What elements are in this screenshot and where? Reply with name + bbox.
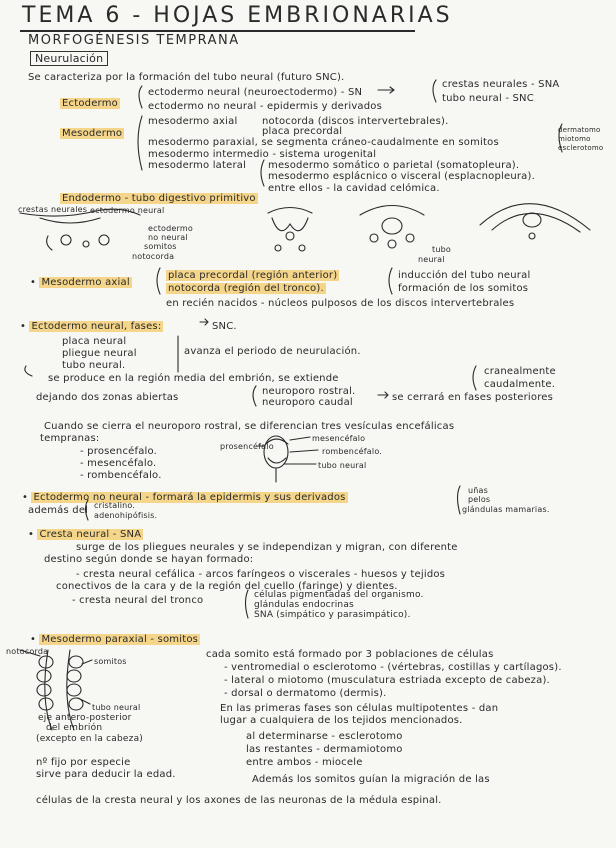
brace-cristalino — [86, 500, 89, 520]
brace-axial — [157, 268, 160, 294]
region-media-line: se produce en la región media del embrión, se extiende — [48, 373, 339, 384]
cresta-line-3: - cresta neural cefálica - arcos faríngeos o viscerales - huesos y tejidos — [76, 569, 446, 580]
arrow-neuroporo — [378, 392, 388, 398]
paraxial-line-1: cada somito está formado por 3 poblaciones de células — [206, 649, 494, 660]
cristalino-item: cristalino. — [94, 501, 136, 510]
prosencefalo-item: - prosencéfalo. — [80, 446, 158, 457]
paraxial-line-6: lugar a cualquiera de los tejidos mencionados. — [220, 715, 463, 726]
tubo-snc-line: tubo neural - SNC — [442, 93, 534, 104]
neural-plate-sketch — [20, 209, 140, 216]
zonas-abiertas-line: dejando dos zonas abiertas — [36, 392, 179, 403]
brace-crestas — [433, 80, 436, 102]
celom-line: entre ellos - la cavidad celómica. — [268, 183, 440, 194]
final-line-1: Además los somitos guían la migración de las — [252, 774, 490, 785]
avanza-line: avanza el periodo de neurulación. — [184, 346, 361, 357]
paraxial-line-2: - ventromedial o esclerotomo - (vértebras, costillas y cartílagos). — [224, 662, 562, 673]
cresta-line-8: SNA (simpático y parasimpático). — [254, 610, 411, 620]
paraxial-line-4: - dorsal o dermatomo (dermis). — [224, 688, 387, 699]
axial-right-2: formación de los somitos — [398, 283, 529, 294]
diagram-ectodermo-label: ectodermo — [148, 224, 193, 233]
meso-line-1: mesodermo axial — [148, 116, 238, 127]
notocorda-line: notocorda (discos intervertebrales). — [262, 116, 449, 127]
eje-line-2: del embrión — [46, 723, 103, 733]
pelos-item: pelos — [468, 495, 491, 504]
crestas-line: crestas neurales - SNA — [442, 79, 560, 90]
paraxial-line-8: las restantes - dermamiotomo — [246, 744, 403, 755]
cresta-line-7: glándulas endocrinas — [254, 600, 354, 610]
edad-line: sirve para deducir la edad. — [36, 769, 176, 780]
eje-line-1: eje antero-posterior — [38, 713, 132, 723]
diagram-tubo-neural-2: tubo neural — [92, 703, 141, 712]
notes-page: TEMA 6 - HOJAS EMBRIONARIAS MORFOGÉNESIS TEMPRANA Neurulación Se caracteriza por la formación del tubo neural (futuro SNC). Ectodermo ectodermo neural (neuroectodermo) - SN ectodermo no neural - epidermis y derivados crestas neurales - SNA tubo neural - SNC Mesodermo mesodermo axial notocorda (discos intervertebrales). placa precordal mesodermo paraxial, se segmenta cráneo-caudalmente en somitos dermatomo miotomo esclerotomo mesodermo intermedio - sistema urogenital mesodermo lateral mesodermo somático o parietal (somatopleura). mesodermo esplácnico o visceral (esplacnopleura). entre ellos - la cavidad celómica. Endodermo - tubo digestivo primitivo crestas neurales ectodermo neural ectodermo no neural somitos notocorda tubo neural • Mesodermo axial placa precordal (región anterior) notocorda (región del tronco). inducción del tubo neural formación de los somitos en recién nacidos - núcleos pulposos de los discos intervertebrales • Ectodermo neural, fases: SNC. placa neural pliegue neural tubo neural. avanza el periodo de neurulación. se produce en la región media del embrión, se extiende cranealmente caudalmente. dejando dos zonas abiertas neuroporo rostral. neuroporo caudal se cerrará en fases posteriores Cuando se cierra el neuroporo rostral, se diferencian tres vesículas encefálicas tempranas: - prosencéfalo. - mesencéfalo. - rombencéfalo. prosencéfalo mesencéfalo rombencéfalo. tubo neural • Ectodermo no neural - formará la epidermis y sus derivados uñas pelos glándulas mamarias. además del cristalino. adenohipófisis. • Cresta neural - SNA surge de los pliegues neurales y se independizan y migran, con diferente destino según donde se hayan formado: - cresta neural cefálica - arcos faríngeos o viscerales - huesos y tejidos conectivos de la cara y de la región del cuello (faringe) y dientes. - cresta neural del tronco células pigmentadas del organismo. glándulas endocrinas SNA (simpático y parasimpático). • Mesodermo paraxial - somitos notocorda somitos cada somito está formado por 3 poblaciones de células - ventromedial o esclerotomo - (vértebras, costillas y cartílagos). - lateral o miotomo (musculatura estriada excepto de cabeza). - dorsal o dermatomo (dermis). En las primeras fases son células multipotentes - dan lugar a cualquiera de los tejidos mencionados. al determinarse - esclerotomo las restantes - dermamiotomo entre ambos - miocele tubo neural eje antero-posterior del embrión (excepto en la cabeza) nº fijo por especie sirve para deducir la edad. Además los somitos guían la migración de las células de la cresta neural y los axones de las neuronas de la médula espinal. — [0, 0, 616, 848]
ecto-neural-heading: Ectodermo neural, fases: — [31, 321, 162, 332]
axial-heading: Mesodermo axial — [41, 277, 130, 288]
cresta-line-5: - cresta neural del tronco — [72, 595, 204, 606]
diagram-somitos-2: somitos — [94, 657, 127, 666]
brace-craneal — [473, 366, 476, 390]
boxed-heading: Neurulación — [30, 51, 108, 66]
meso-line-4: mesodermo lateral — [148, 160, 247, 171]
arrow-sn — [378, 87, 394, 93]
ectodermo-label: Ectodermo — [62, 98, 118, 109]
paraxial-line-7: al determinarse - esclerotomo — [246, 731, 403, 742]
intro-line: Se caracteriza por la formación del tubo neural (futuro SNC). — [28, 72, 345, 83]
diagram-crestas-label: crestas neurales — [18, 205, 88, 214]
brace-mesodermo — [138, 116, 142, 170]
diagram-neural-label: neural — [418, 255, 445, 264]
brace-tronco — [246, 590, 249, 618]
final-line-2: células de la cresta neural y los axones de las neuronas de la médula espinal. — [36, 795, 442, 806]
diagram-no-neural-label: no neural — [148, 233, 188, 242]
diagram-prosencefalo: prosencéfalo — [220, 442, 274, 451]
fase-placa: placa neural — [62, 336, 127, 347]
paraxial-heading: Mesodermo paraxial - somitos — [41, 634, 199, 645]
arrow-region — [25, 366, 32, 376]
miotomo-label: miotomo — [558, 135, 591, 143]
caudalmente-label: caudalmente. — [484, 379, 556, 390]
meso-line-2: mesodermo paraxial, se segmenta cráneo-caudalmente en somitos — [148, 137, 499, 148]
ecto-no-neural-heading: Ectodermo no neural - formará la epidermis y sus derivados — [33, 492, 346, 503]
endodermo-line: Endodermo - tubo digestivo primitivo — [62, 193, 256, 204]
esplacnico-line: mesodermo esplácnico o visceral (esplacnopleura). — [268, 171, 535, 182]
subtitle: MORFOGÉNESIS TEMPRANA — [28, 33, 240, 48]
paraxial-line-9: entre ambos - miocele — [246, 757, 363, 768]
brace-lateral — [261, 160, 264, 186]
ecto-line-1: ectodermo neural (neuroectodermo) - SN — [148, 87, 363, 98]
brace-unas — [458, 486, 461, 514]
mesencefalo-item: - mesencéfalo. — [80, 458, 157, 469]
diagram-notocorda-label: notocorda — [132, 252, 175, 261]
fase-tubo: tubo neural. — [62, 360, 126, 371]
diagram-ectodermo-neural-label: ectodermo neural — [90, 206, 165, 215]
cresta-line-2: destino según donde se hayan formado: — [44, 554, 254, 565]
neural-fold-sketch — [268, 208, 312, 214]
cresta-line-1: surge de los pliegues neurales y se independizan y migran, con diferente — [76, 542, 458, 553]
dermatomo-label: dermatomo — [558, 126, 601, 134]
brace-somitos — [559, 124, 562, 152]
axial-right-1: inducción del tubo neural — [398, 270, 531, 281]
vesiculas-line-1: Cuando se cierra el neuroporo rostral, se diferencian tres vesículas encefálicas — [44, 421, 455, 432]
diagram-mesencefalo: mesencéfalo — [312, 434, 366, 443]
adenohipofisis-item: adenohipófisis. — [94, 511, 158, 520]
diagram-rombencefalo: rombencéfalo. — [322, 447, 383, 456]
axial-line-1: placa precordal (región anterior) — [168, 270, 338, 281]
cresta-line-4: conectivos de la cara y de la región del cuello (faringe) y dientes. — [56, 581, 398, 592]
brace-neuroporo — [253, 386, 256, 406]
cranealmente-label: cranealmente — [484, 366, 556, 377]
diagram-notocorda-2: notocorda — [6, 647, 49, 656]
rombencefalo-item: - rombencéfalo. — [80, 470, 162, 481]
brace-ectodermo — [139, 86, 142, 108]
glandulas-item: glándulas mamarias. — [462, 505, 550, 514]
brace-axial-right — [389, 268, 392, 294]
ademas-del: además del — [28, 505, 89, 516]
neuroporo-caudal: neuroporo caudal — [262, 397, 353, 408]
page-title: TEMA 6 - HOJAS EMBRIONARIAS — [22, 3, 453, 28]
vesiculas-line-2: tempranas: — [40, 433, 100, 444]
diagram-tubo-label: tubo — [432, 245, 451, 254]
axial-line-2: notocorda (región del tronco). — [168, 283, 324, 294]
fijo-line: nº fijo por especie — [36, 757, 131, 768]
fases-posteriores-line: se cerrará en fases posteriores — [392, 392, 554, 403]
neuroporo-rostral: neuroporo rostral. — [262, 386, 356, 397]
paraxial-line-3: - lateral o miotomo (musculatura estriada excepto de cabeza). — [224, 675, 550, 686]
fase-pliegue: pliegue neural — [62, 348, 137, 359]
unas-item: uñas — [468, 486, 489, 495]
somatico-line: mesodermo somático o parietal (somatopleura). — [268, 160, 520, 171]
eje-line-3: (excepto en la cabeza) — [36, 734, 143, 744]
axial-line-3: en recién nacidos - núcleos pulposos de los discos intervertebrales — [166, 298, 515, 309]
neural-tube-sketch — [360, 206, 424, 216]
diagram-tubo-neural: tubo neural — [318, 461, 367, 470]
paraxial-line-5: En las primeras fases son células multipotentes - dan — [220, 703, 499, 714]
cresta-line-6: células pigmentadas del organismo. — [254, 590, 424, 600]
cresta-heading: Cresta neural - SNA — [39, 529, 142, 540]
mesodermo-label: Mesodermo — [62, 128, 123, 139]
diagram-somitos-label: somitos — [144, 242, 177, 251]
ecto-neural-snc: SNC. — [212, 321, 237, 332]
placa-precordal-line: placa precordal — [262, 126, 343, 137]
meso-line-3: mesodermo intermedio - sistema urogenital — [148, 149, 377, 160]
esclerotomo-label: esclerotomo — [558, 144, 604, 152]
ecto-line-2: ectodermo no neural - epidermis y derivados — [148, 101, 383, 112]
arrow-snc — [200, 319, 208, 325]
